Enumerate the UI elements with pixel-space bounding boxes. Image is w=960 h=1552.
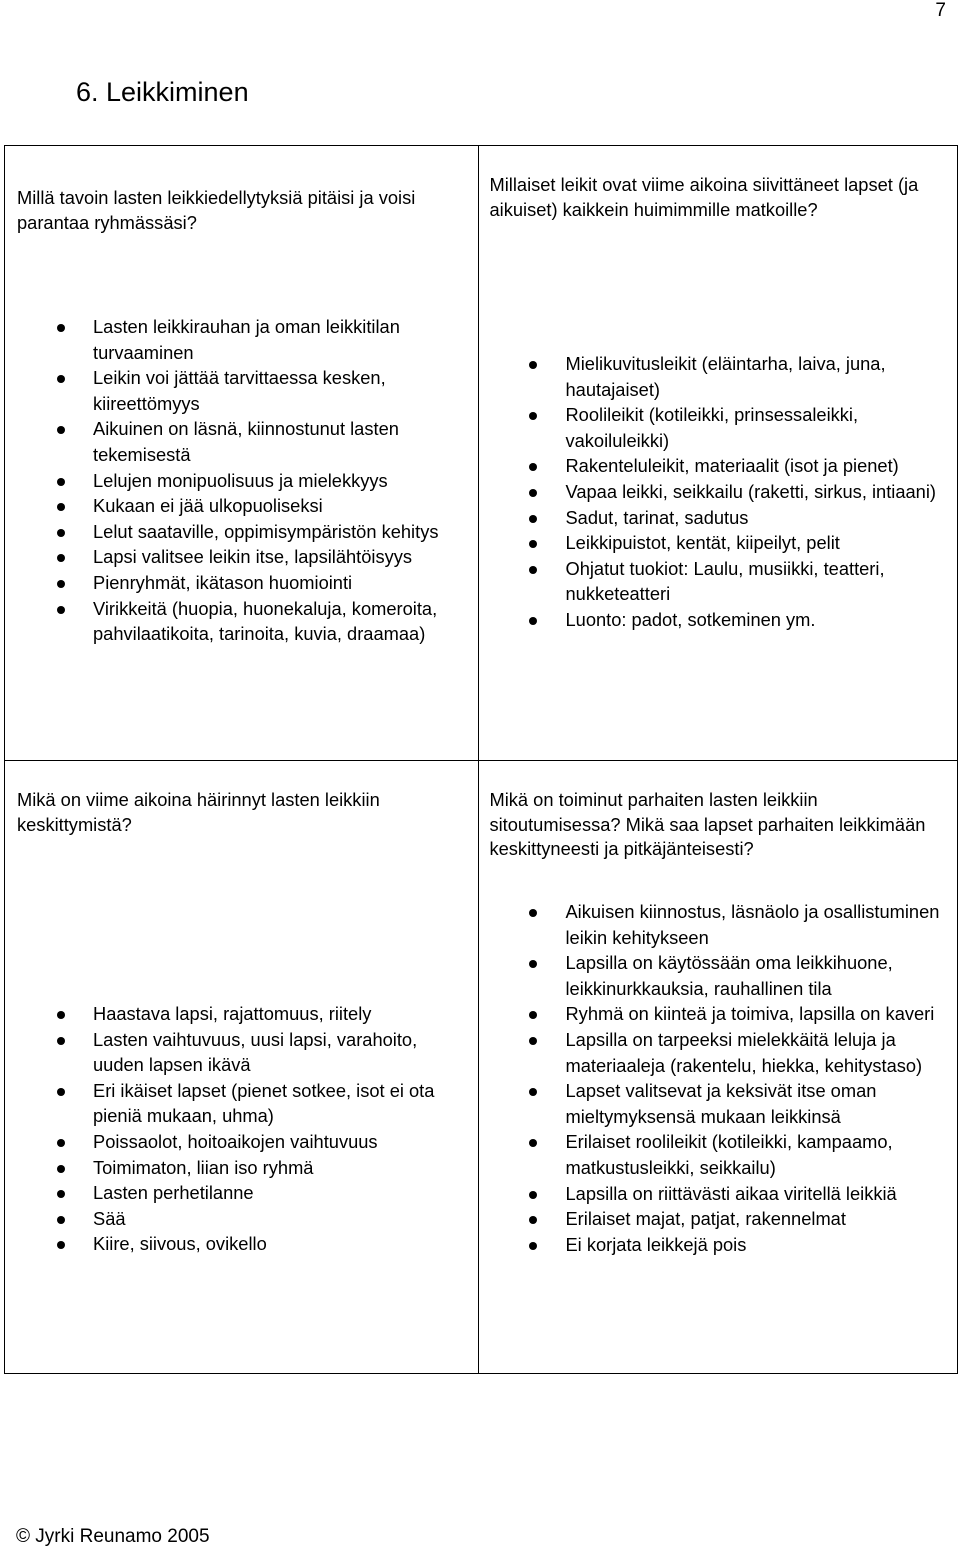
list-item <box>529 1232 949 1258</box>
list-item <box>529 556 949 607</box>
list-item-text: Lelujen monipuolisuus ja mielekkyys <box>93 469 388 491</box>
list-item-text: Leikkipuistot, kentät, kiipeilyt, pelit <box>565 532 840 554</box>
list-item-text: Lasten leikkirauhan ja oman leikkitilan turvaaminen <box>93 316 400 363</box>
bullet-icon <box>57 554 65 562</box>
bullet-icon <box>57 1216 65 1224</box>
bullet-icon <box>57 529 65 537</box>
list-item <box>529 530 949 556</box>
list-item-text: Vapaa leikki, seikkailu (raketti, sirkus, intiaani) <box>565 480 936 502</box>
list-item-text: Ohjatut tuokiot: Laulu, musiikki, teatteri, nukketeatteri <box>565 557 885 605</box>
bullet-icon <box>57 324 65 332</box>
list-item <box>57 493 457 519</box>
list-item-text: Erilaiset roolileikit (kotileikki, kampaamo, matkustusleikki, seikkailu) <box>565 1131 893 1178</box>
bullet-icon <box>57 1241 65 1249</box>
cell-bottom-left <box>5 761 479 1374</box>
list-item-text: Virikkeitä (huopia, huonekaluja, komeroita, pahvilaatikoita, tarinoita, kuvia, draamaa) <box>93 597 438 645</box>
bullet-icon <box>529 566 537 574</box>
answers-improve-play-conditions <box>57 314 457 647</box>
list-item-text: Rakenteluleikit, materiaalit (isot ja pienet) <box>565 455 899 477</box>
list-item <box>529 402 949 453</box>
list-item <box>529 899 949 950</box>
list-item-text: Leikin voi jättää tarvittaessa kesken, kiireettömyys <box>93 367 386 414</box>
bullet-icon <box>529 960 537 968</box>
list-item <box>57 570 457 596</box>
list-item-text: Luonto: padot, sotkeminen ym. <box>565 608 816 630</box>
cell-top-left <box>5 146 479 761</box>
list-item-text: Lapsilla on riittävästi aikaa viritellä leikkiä <box>565 1182 897 1204</box>
list-item <box>57 519 457 545</box>
bullet-icon <box>57 1088 65 1096</box>
list-item-text: Toimimaton, liian iso ryhmä <box>93 1156 314 1178</box>
list-item <box>529 453 949 479</box>
list-item <box>529 1027 949 1078</box>
bullet-icon <box>529 1191 537 1199</box>
bullet-icon <box>57 1037 65 1045</box>
list-item-text: Kukaan ei jää ulkopuoliseksi <box>93 495 323 517</box>
list-item <box>57 544 457 570</box>
list-item <box>57 314 457 365</box>
list-item-text: Lapsilla on tarpeeksi mielekkäitä leluja ja materiaaleja (rakentelu, hiekka, kehitystaso) <box>565 1028 923 1076</box>
list-item-text: Kiire, siivous, ovikello <box>93 1233 267 1255</box>
list-item-text: Sää <box>93 1207 126 1229</box>
list-item-text: Pienryhmät, ikätason huomiointi <box>93 571 353 593</box>
list-item <box>57 416 457 467</box>
list-item <box>529 1129 949 1180</box>
list-item <box>57 1155 467 1181</box>
list-item <box>57 1180 467 1206</box>
bullet-icon <box>57 580 65 588</box>
bullet-icon <box>57 426 65 434</box>
answers-play-commitment <box>529 899 949 1257</box>
question-best-play-adventures: Millaiset leikit ovat viime aikoina siivittäneet lapset (ja aikuiset) kaikkein huimimmille matkoille? <box>489 174 919 220</box>
bullet-icon <box>529 540 537 548</box>
list-item <box>57 468 457 494</box>
list-item-text: Lapsilla on käytössään oma leikkihuone, leikkinurkkauksia, rauhallinen tila <box>565 952 893 999</box>
question-play-commitment: Mikä on toiminut parhaiten lasten leikkiin sitoutumisessa? Mikä saa lapset parhaiten leikkimään keskittyneesti ja pitkäjänteisesti? <box>489 789 926 860</box>
list-item-text: Lapsi valitsee leikin itse, lapsilähtöisyys <box>93 546 413 568</box>
bullet-icon <box>57 375 65 383</box>
bullet-icon <box>529 412 537 420</box>
list-item-text: Sadut, tarinat, sadutus <box>565 506 749 528</box>
list-item <box>529 351 949 402</box>
list-item <box>529 1206 949 1232</box>
cell-top-right <box>479 146 958 761</box>
list-item <box>529 1001 949 1027</box>
cell-bottom-right <box>479 761 958 1374</box>
answers-best-play-adventures <box>529 351 949 633</box>
list-item-text: Lasten perhetilanne <box>93 1182 254 1204</box>
list-item-text: Lasten vaihtuvuus, uusi lapsi, varahoito, uuden lapsen ikävä <box>93 1028 418 1076</box>
list-item-text: Lelut saataville, oppimisympäristön kehitys <box>93 520 439 542</box>
list-item-text: Aikuisen kiinnostus, läsnäolo ja osallistuminen leikin kehitykseen <box>565 901 940 948</box>
list-item <box>529 607 949 633</box>
list-item <box>57 1078 467 1129</box>
bullet-icon <box>529 1242 537 1250</box>
question-improve-play-conditions: Millä tavoin lasten leikkiedellytyksiä pitäisi ja voisi parantaa ryhmässäsi? <box>17 187 416 233</box>
list-item <box>529 950 949 1001</box>
section-title: 6. Leikkiminen <box>76 77 249 107</box>
list-item <box>57 1206 467 1232</box>
bullet-icon <box>529 617 537 625</box>
bullet-icon <box>529 909 537 917</box>
list-item-text: Aikuinen on läsnä, kiinnostunut lasten tekemisestä <box>93 418 399 465</box>
list-item-text: Roolileikit (kotileikki, prinsessaleikki, vakoiluleikki) <box>565 404 859 451</box>
list-item <box>57 1001 467 1027</box>
bullet-icon <box>529 489 537 497</box>
bullet-icon <box>529 515 537 523</box>
list-item <box>529 505 949 531</box>
list-item <box>529 1078 949 1129</box>
question-grid <box>4 145 958 1374</box>
question-play-disturbances: Mikä on viime aikoina häirinnyt lasten leikkiin keskittymistä? <box>17 789 380 835</box>
bullet-icon <box>57 1165 65 1173</box>
list-item-text: Eri ikäiset lapset (pienet sotkee, isot ei ota pieniä mukaan, uhma) <box>93 1079 435 1127</box>
list-item-text: Ei korjata leikkejä pois <box>565 1233 747 1255</box>
list-item <box>529 479 949 505</box>
list-item <box>529 1181 949 1207</box>
bullet-icon <box>529 463 537 471</box>
list-item-text: Ryhmä on kiinteä ja toimiva, lapsilla on kaveri <box>565 1003 935 1025</box>
list-item <box>57 1027 467 1078</box>
bullet-icon <box>57 606 65 614</box>
list-item <box>57 596 457 647</box>
bullet-icon <box>529 1088 537 1096</box>
list-item <box>57 365 457 416</box>
list-item-text: Haastava lapsi, rajattomuus, riitely <box>93 1003 372 1024</box>
bullet-icon <box>57 503 65 511</box>
list-item-text: Poissaolot, hoitoaikojen vaihtuvuus <box>93 1130 378 1152</box>
list-item <box>57 1129 467 1155</box>
bullet-icon <box>529 361 537 369</box>
bullet-icon <box>529 1037 537 1045</box>
page-number: 7 <box>935 0 946 21</box>
bullet-icon <box>529 1139 537 1147</box>
bullet-icon <box>57 478 65 486</box>
bullet-icon <box>57 1011 65 1019</box>
bullet-icon <box>57 1190 65 1198</box>
bullet-icon <box>529 1011 537 1019</box>
list-item-text: Mielikuvitusleikit (eläintarha, laiva, juna, hautajaiset) <box>565 353 886 400</box>
list-item-text: Erilaiset majat, patjat, rakennelmat <box>565 1208 846 1230</box>
copyright-footer: © Jyrki Reunamo 2005 <box>16 1526 210 1547</box>
bullet-icon <box>529 1216 537 1224</box>
answers-play-disturbances <box>57 1001 467 1257</box>
bullet-icon <box>57 1139 65 1147</box>
list-item-text: Lapset valitsevat ja keksivät itse oman mieltymyksensä mukaan leikkinsä <box>565 1080 877 1127</box>
list-item <box>57 1231 467 1257</box>
